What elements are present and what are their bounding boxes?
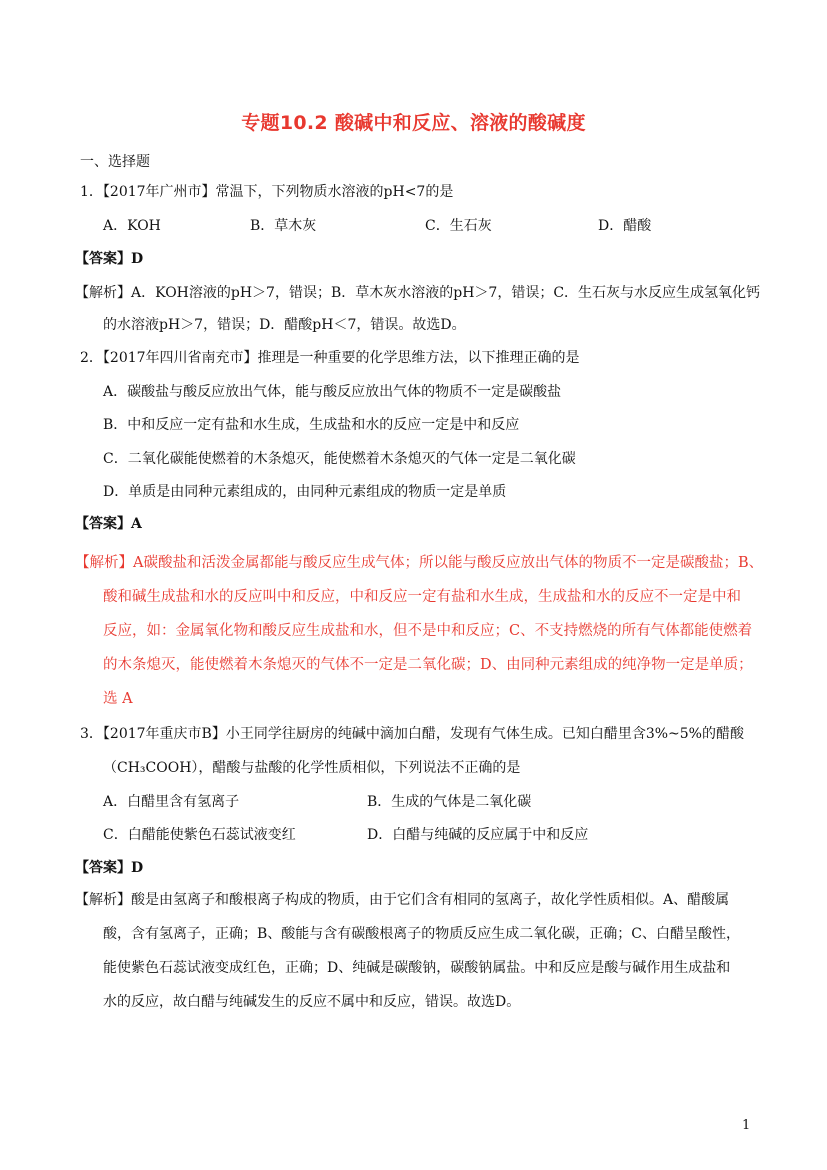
q3-stem: 3．【2017年重庆市B】小王同学往厨房的纯碱中滴加白醋，发现有气体生成。已知白醋里含3%~5%的醋酸 [80,726,744,742]
q3-explanation-line: 能使紫色石蕊试液变成红色，正确；D、纯碱是碳酸钠，碳酸钠属盐。中和反应是酸与碱作用生成盐和 [103,960,731,976]
q1-option-a: A．KOH [103,218,161,234]
q2-option-a: A．碳酸盐与酸反应放出气体，能与酸反应放出气体的物质不一定是碳酸盐 [103,384,562,400]
q2-explanation-line: 反应，如：金属氧化物和酸反应生成盐和水，但不是中和反应；C、不支持燃烧的所有气体都能使燃着 [103,623,753,639]
q1-answer: 【答案】D [75,251,144,267]
q3-explanation-line: 水的反应，故白醋与纯碱发生的反应不属中和反应，错误。故选D。 [103,994,521,1010]
section-heading: 一、选择题 [80,154,150,170]
q1-explanation-line: 的水溶液pH＞7，错误；D．醋酸pH＜7，错误。故选D。 [103,317,466,333]
q3-answer: 【答案】D [75,860,144,876]
q2-explanation-line: 的木条熄灭，能使燃着木条熄灭的气体不一定是二氧化碳；D、由同种元素组成的纯净物一定是单质； [103,657,753,673]
q3-stem-continued: （CH₃COOH），醋酸与盐酸的化学性质相似，下列说法不正确的是 [103,760,521,776]
q2-option-b: B．中和反应一定有盐和水生成，生成盐和水的反应一定是中和反应 [103,417,520,433]
q3-option-b: B．生成的气体是二氧化碳 [367,794,532,810]
q2-explanation-line: 【解析】A碳酸盐和活泼金属都能与酸反应生成气体；所以能与酸反应放出气体的物质不一定是碳酸盐；B、 [75,555,764,571]
q3-explanation-line: 【解析】酸是由氢离子和酸根离子构成的物质，由于它们含有相同的氢离子，故化学性质相似。A、醋酸属 [75,892,730,908]
q2-answer: 【答案】A [75,516,142,532]
q2-option-c: C．二氧化碳能使燃着的木条熄灭，能使燃着木条熄灭的气体一定是二氧化碳 [103,451,576,467]
q1-explanation-line: 【解析】A．KOH溶液的pH＞7，错误；B．草木灰水溶液的pH＞7，错误；C．生石灰与水反应生成氢氧化钙 [75,285,761,301]
q2-explanation-line: 酸和碱生成盐和水的反应叫中和反应，中和反应一定有盐和水生成，生成盐和水的反应不一定是中和 [103,589,741,605]
q2-stem: 2．【2017年四川省南充市】推理是一种重要的化学思维方法，以下推理正确的是 [80,350,580,366]
q3-option-a: A．白醋里含有氢离子 [103,794,240,810]
q3-explanation-line: 酸，含有氢离子，正确；B、酸能与含有碳酸根离子的物质反应生成二氧化碳，正确；C、白醋呈酸性， [103,926,740,942]
q3-option-d: D．白醋与纯碱的反应属于中和反应 [367,827,589,843]
page-title: 专题10.2 酸碱中和反应、溶液的酸碱度 [241,112,586,134]
page-number: 1 [742,1118,751,1133]
q1-option-b: B．草木灰 [250,218,317,234]
q3-option-c: C．白醋能使紫色石蕊试液变红 [103,827,296,843]
q1-stem: 1．【2017年广州市】常温下，下列物质水溶液的pH<7的是 [80,184,454,200]
q2-option-d: D．单质是由同种元素组成的，由同种元素组成的物质一定是单质 [103,484,507,500]
q2-explanation-line: 选 A [103,691,133,707]
q1-option-d: D．醋酸 [598,218,652,234]
q1-option-c: C．生石灰 [425,218,492,234]
